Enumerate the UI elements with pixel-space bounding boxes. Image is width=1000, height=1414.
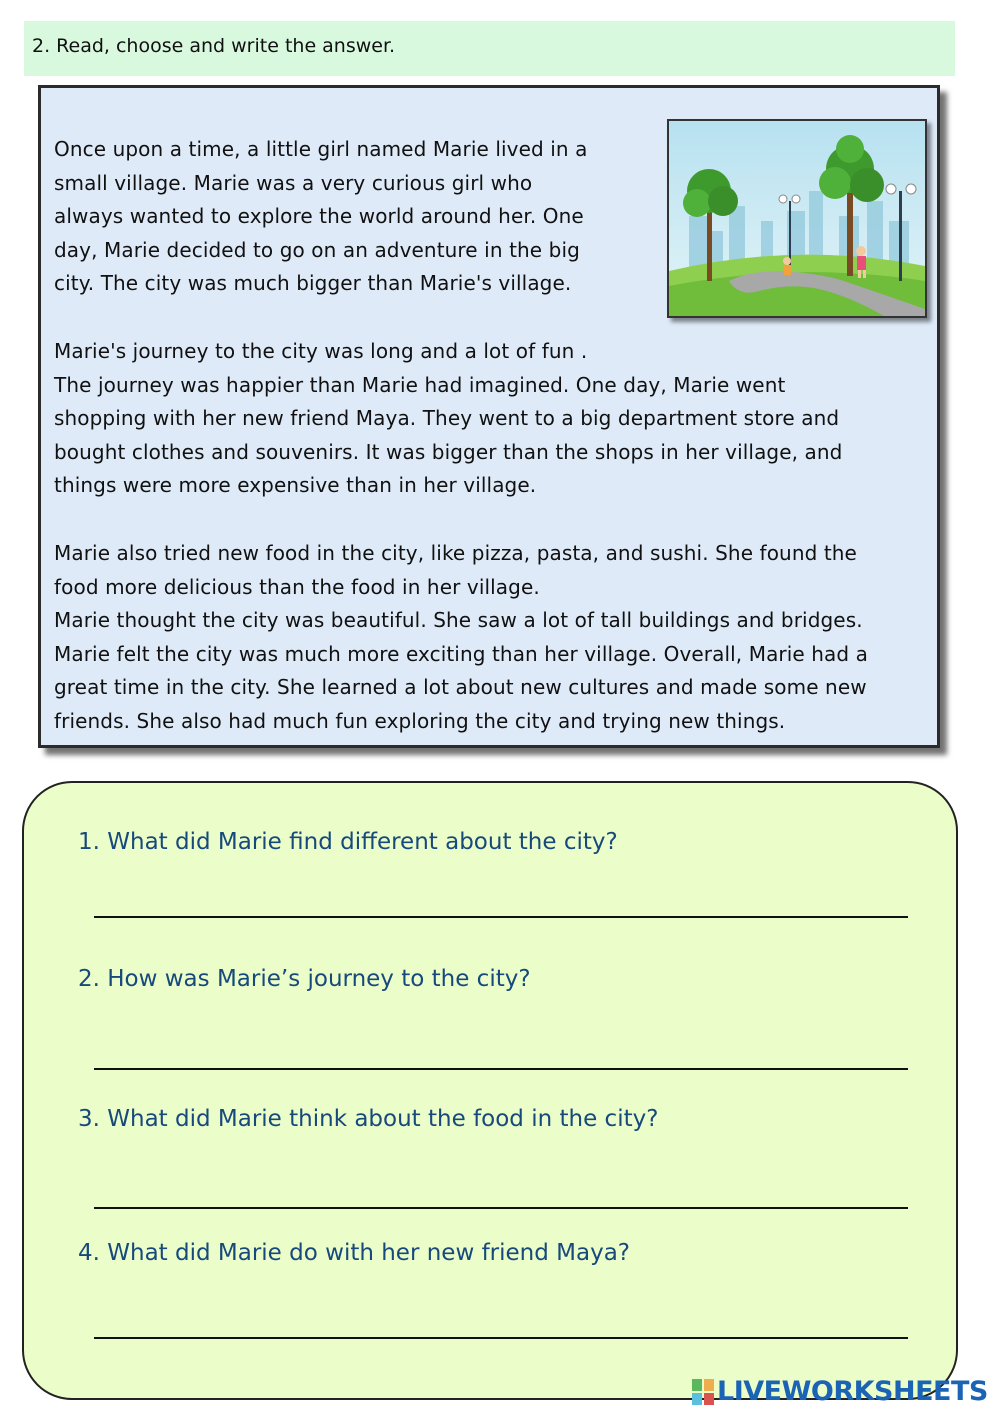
- answer-line-4[interactable]: [94, 1337, 908, 1339]
- question-4: 4. What did Marie do with her new friend Maya?: [78, 1240, 631, 1266]
- answer-line-3[interactable]: [94, 1207, 908, 1209]
- story-line: city. The city was much bigger than Marie's village.: [54, 271, 572, 296]
- story-paragraph-2: [54, 335, 842, 503]
- story-line: shopping with her new friend Maya. They went to a big department store and: [54, 406, 840, 431]
- story-line: Marie's journey to the city was long and a lot of fun .: [54, 339, 588, 363]
- story-line: things were more expensive than in her village.: [54, 473, 537, 498]
- liveworksheets-brand: [692, 1376, 988, 1408]
- answer-line-2[interactable]: [94, 1068, 908, 1070]
- instruction-banner: [24, 21, 955, 76]
- story-line: bought clothes and souvenirs. It was bigger than the shops in her village, and: [54, 439, 843, 464]
- story-line: Once upon a time, a little girl named Marie lived in a: [54, 137, 588, 161]
- story-line: Marie felt the city was much more exciting than her village. Overall, Marie had a: [54, 641, 869, 666]
- story-paragraph-3: [54, 537, 868, 739]
- story-line: friends. She also had much fun exploring the city and trying new things.: [54, 708, 786, 733]
- city-park-image: [669, 121, 925, 316]
- reading-passage-box: [38, 85, 940, 748]
- instruction-text: 2. Read, choose and write the answer.: [32, 35, 396, 57]
- brand-text: LIVEWORKSHEETS: [717, 1376, 988, 1407]
- story-paragraph-1: [54, 133, 588, 301]
- story-line: day, Marie decided to go on an adventure in the big: [54, 237, 580, 262]
- question-2: 2. How was Marie’s journey to the city?: [78, 966, 531, 992]
- story-line: small village. Marie was a very curious girl who: [54, 170, 533, 195]
- liveworksheets-logo-icon: [692, 1379, 714, 1405]
- story-line: food more delicious than the food in her village.: [54, 574, 540, 599]
- story-line: Marie also tried new food in the city, like pizza, pasta, and sushi. She found the: [54, 541, 857, 565]
- questions-panel: [22, 781, 958, 1400]
- question-3: 3. What did Marie think about the food in the city?: [78, 1106, 659, 1132]
- story-line: Marie thought the city was beautiful. She saw a lot of tall buildings and bridges.: [54, 608, 863, 633]
- question-1: 1. What did Marie find different about the city?: [78, 829, 618, 855]
- answer-line-1[interactable]: [94, 916, 908, 918]
- story-line: great time in the city. She learned a lot about new cultures and made some new: [54, 675, 867, 700]
- story-line: always wanted to explore the world around her. One: [54, 204, 584, 229]
- story-line: The journey was happier than Marie had imagined. One day, Marie went: [54, 372, 786, 397]
- city-park-illustration: [667, 119, 927, 318]
